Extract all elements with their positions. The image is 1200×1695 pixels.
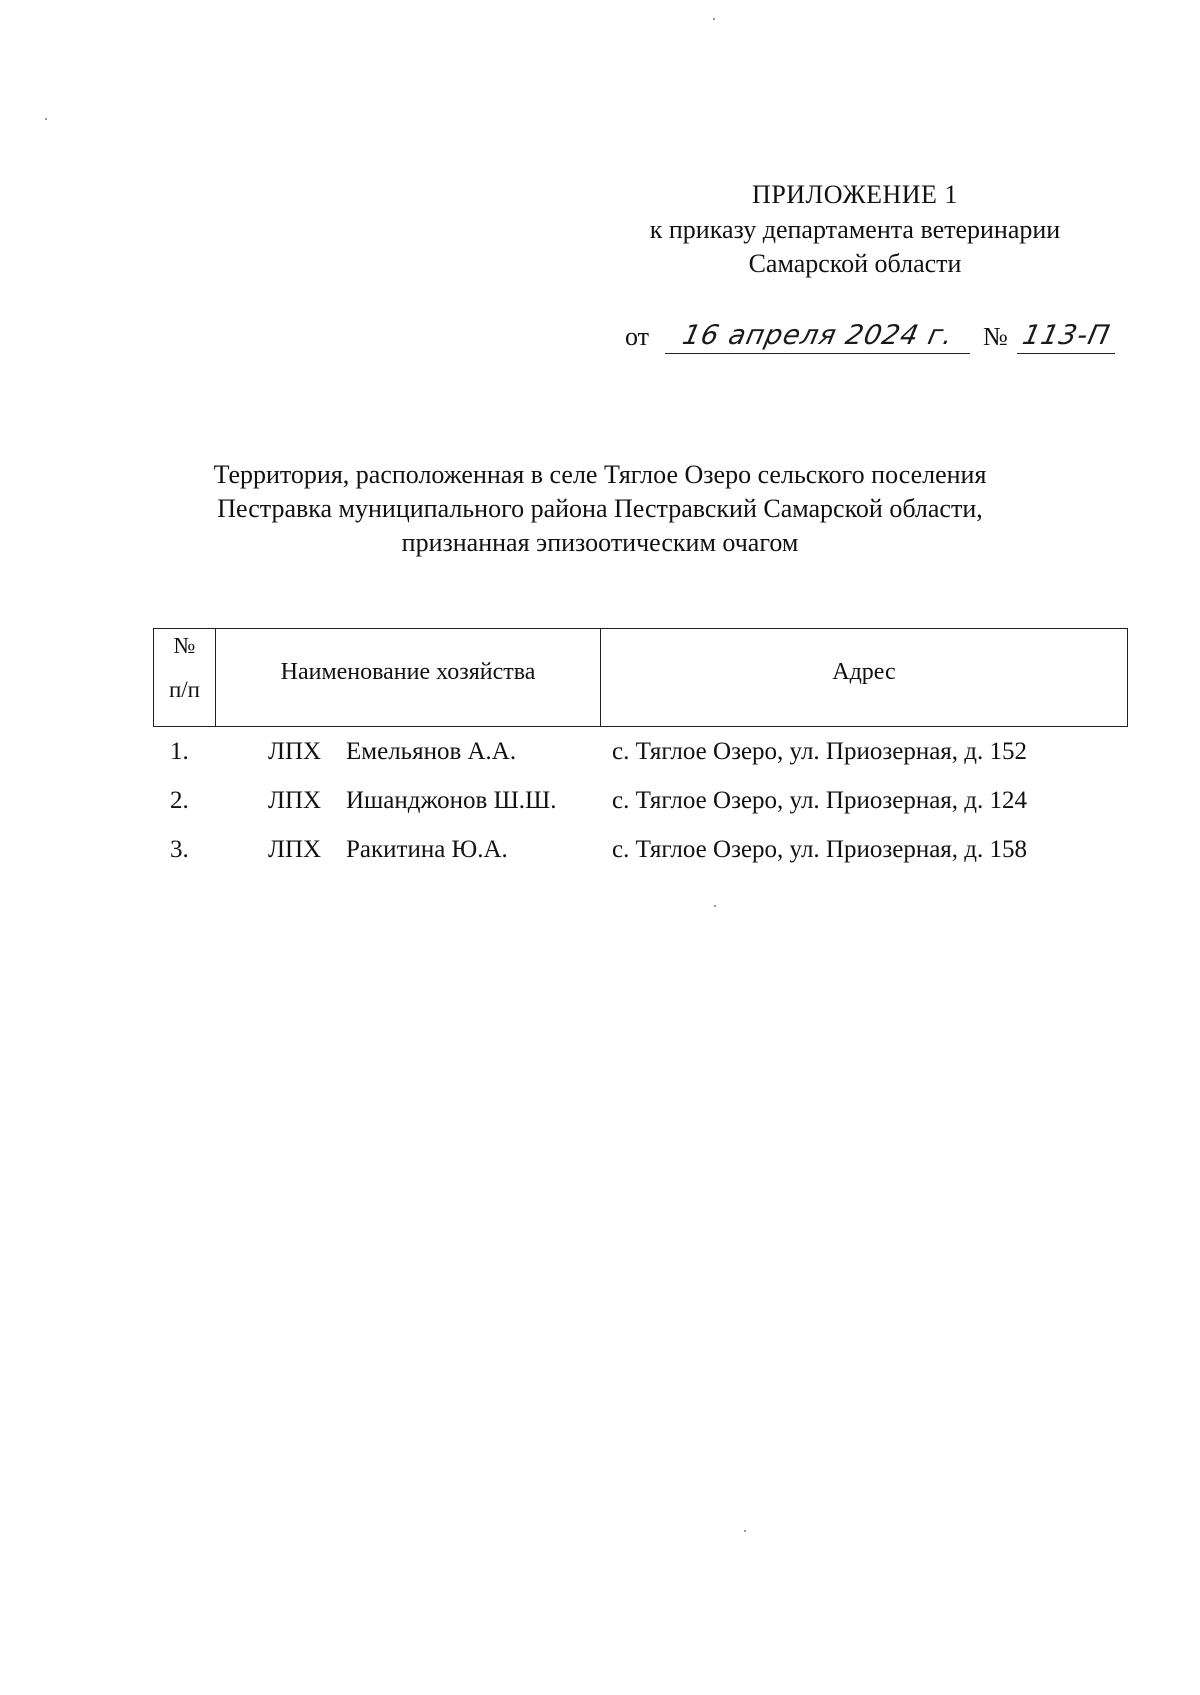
table-row — [0, 787, 1200, 835]
households-table-header — [153, 628, 1128, 729]
order-number-handwritten: 113-П — [1019, 320, 1113, 351]
scan-speck — [744, 1530, 746, 1532]
order-reference — [625, 318, 1115, 358]
column-header-address-text: Адрес — [832, 659, 896, 685]
row-household-type: ЛПХ — [268, 836, 322, 863]
row-number: 1. — [170, 738, 189, 765]
row-number: 2. — [170, 787, 189, 814]
heading-line-2: Пестравка муниципального района Пестравский Самарской области, — [217, 494, 983, 523]
appendix-title-text: ПРИЛОЖЕНИЕ 1 — [752, 180, 958, 209]
row-household-type: ЛПХ — [268, 787, 322, 814]
appendix-line-2 — [600, 247, 1110, 281]
row-address: с. Тяглое Озеро, ул. Приозерная, д. 124 — [612, 787, 1028, 814]
scan-speck — [714, 905, 716, 907]
scan-speck — [713, 18, 715, 20]
column-header-name-text: Наименование хозяйства — [280, 659, 536, 685]
order-from-label: от — [625, 322, 650, 351]
heading-line-1: Территория, расположенная в селе Тяглое Озеро сельского поселения — [213, 460, 987, 489]
table-row — [0, 738, 1200, 786]
order-number-field — [1017, 317, 1115, 354]
appendix-line-2-text: Самарской области — [748, 249, 962, 278]
column-header-number-line-2: п/п — [168, 677, 200, 702]
scan-speck — [45, 118, 47, 120]
table-row — [0, 836, 1200, 884]
order-date-handwritten: 16 апреля 2024 г. — [679, 320, 957, 351]
row-address: с. Тяглое Озеро, ул. Приозерная, д. 152 — [612, 738, 1028, 765]
order-date-field — [665, 317, 970, 354]
row-address: с. Тяглое Озеро, ул. Приозерная, д. 158 — [612, 836, 1028, 863]
row-number: 3. — [170, 836, 189, 863]
appendix-title — [600, 178, 1110, 212]
column-header-name — [215, 629, 600, 727]
column-header-number — [153, 629, 215, 727]
row-household-name: Емельянов А.А. — [346, 738, 517, 765]
appendix-line-1-text: к приказу департамента ветеринарии — [649, 215, 1061, 244]
order-number-label: № — [983, 322, 1008, 351]
column-header-address — [600, 629, 1128, 727]
column-header-number-line-1: № — [173, 633, 196, 658]
document-heading — [100, 458, 1100, 560]
appendix-line-1 — [600, 213, 1110, 247]
row-household-name: Ракитина Ю.А. — [346, 836, 508, 863]
row-household-type: ЛПХ — [268, 738, 322, 765]
heading-line-3: признанная эпизоотическим очагом — [401, 528, 799, 557]
row-household-name: Ишанджонов Ш.Ш. — [346, 787, 557, 814]
